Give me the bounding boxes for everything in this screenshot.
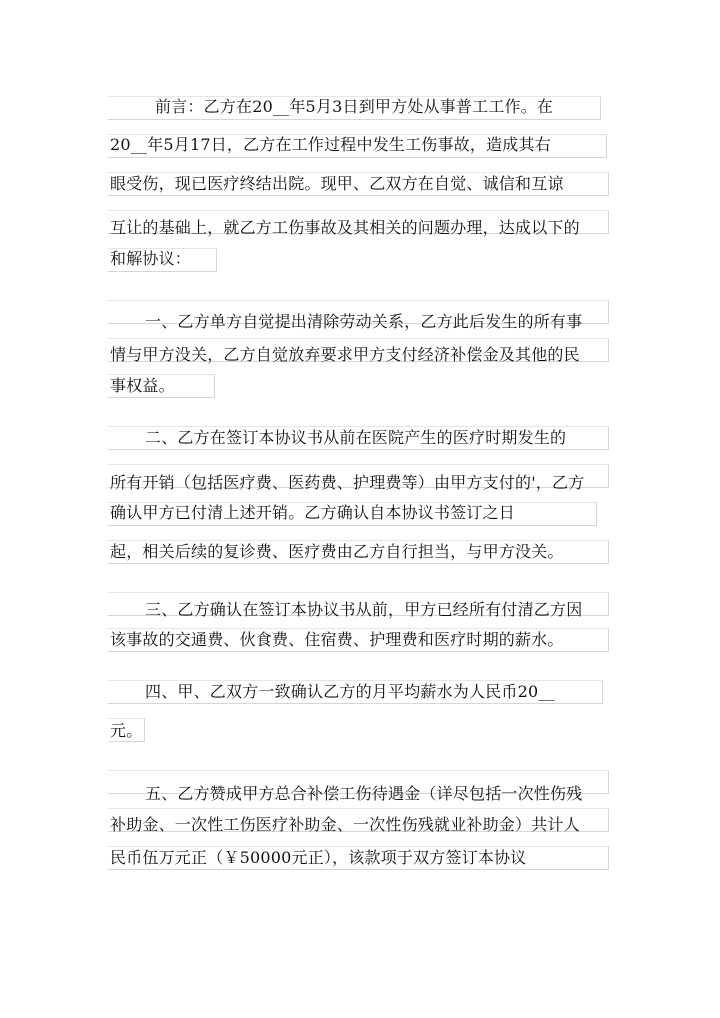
clause-5-line-3: 民币伍万元正（￥50000元正），该款项于双方签订本协议	[110, 848, 527, 867]
clause-1-line-3: 事权益。	[110, 376, 175, 395]
clause-2-line-4: 起，相关后续的复诊费、医疗费由乙方自行担当，与甲方没关。	[110, 542, 564, 561]
clause-3-line-2: 该事故的交通费、伙食费、住宿费、护理费和医疗时期的薪水。	[110, 630, 564, 649]
preface-line-3: 眼受伤，现已医疗终结出院。现甲、乙双方在自觉、诚信和互谅	[110, 174, 564, 193]
clause-2-line-2: 所有开销（包括医疗费、医药费、护理费等）由甲方支付的'，乙方	[110, 473, 585, 492]
clause-5-line-2: 补助金、一次性工伤医疗补助金、一次性伤残就业补助金）共计人	[110, 815, 580, 834]
clause-3-line-1: 三、乙方确认在签订本协议书从前，甲方已经所有付清乙方因	[145, 600, 583, 619]
clause-4-line-1: 四、甲、乙双方一致确认乙方的月平均薪水为人民币20__	[145, 682, 555, 701]
preface-line-5: 和解协议：	[110, 249, 192, 268]
preface-line-2: 20__年5月17日，乙方在工作过程中发生工伤事故，造成其右	[110, 135, 551, 154]
clause-2-line-1: 二、乙方在签订本协议书从前在医院产生的医疗时期发生的	[145, 428, 567, 447]
preface-line-1: 前言：乙方在20__年5月3日到甲方处从事普工工作。在	[155, 97, 554, 116]
clause-4-line-2: 元。	[110, 721, 143, 740]
clause-5-line-1: 五、乙方赞成甲方总合补偿工伤待遇金（详尽包括一次性伤残	[145, 784, 583, 803]
preface-line-4: 互让的基础上，就乙方工伤事故及其相关的问题办理，达成以下的	[110, 218, 580, 237]
clause-1-line-1: 一、乙方单方自觉提出清除劳动关系，乙方此后发生的所有事	[145, 312, 583, 331]
clause-1-line-2: 情与甲方没关，乙方自觉放弃要求甲方支付经济补偿金及其他的民	[110, 345, 580, 364]
clause-2-line-3: 确认甲方已付清上述开销。乙方确认自本协议书签订之日	[110, 503, 516, 522]
